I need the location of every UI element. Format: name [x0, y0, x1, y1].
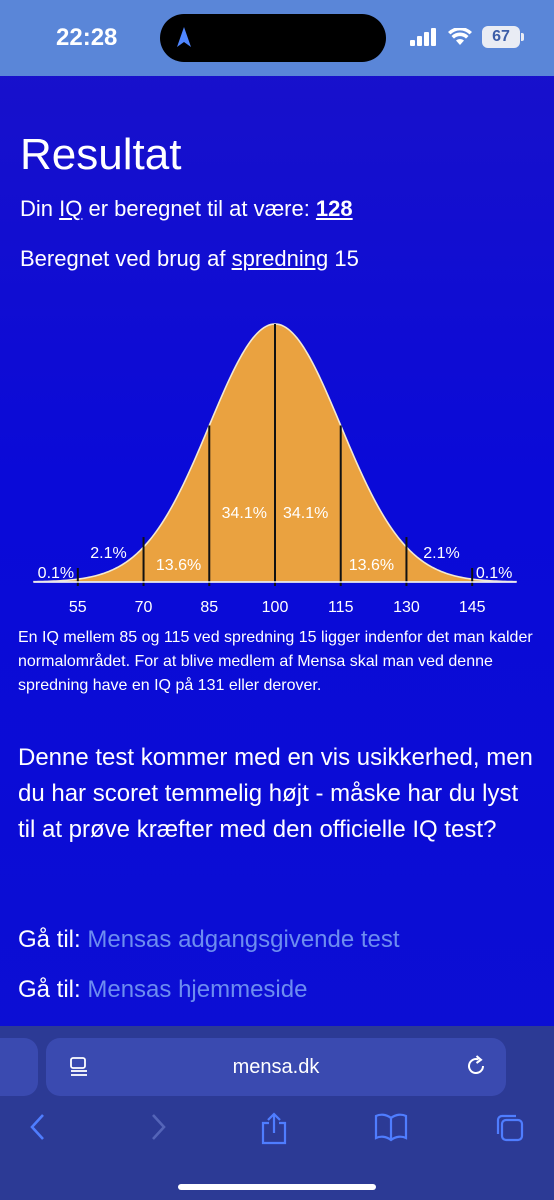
iq-prefix: Din	[20, 196, 60, 221]
mensa-home-link[interactable]: Mensas hjemmeside	[87, 976, 308, 1003]
x-tick-label: 70	[134, 599, 153, 616]
region-percent-label: 13.6%	[348, 557, 395, 574]
url-text: mensa.dk	[232, 1056, 320, 1078]
status-bar	[0, 0, 554, 76]
region-percent-label: 2.1%	[90, 545, 127, 562]
dynamic-island	[160, 14, 386, 62]
forward-chevron-icon[interactable]	[148, 1112, 168, 1142]
iq-middle: er beregnet til at være:	[82, 196, 316, 221]
iq-link[interactable]: IQ	[59, 196, 83, 221]
share-icon[interactable]	[260, 1112, 288, 1146]
spread-value: 15	[328, 246, 359, 271]
spread-link[interactable]: spredning	[231, 246, 329, 271]
explanation-text: En IQ mellem 85 og 115 ved spredning 15 ligger indenfor det man kalder normalområdet. For at blive medlem af Mensa skal man ved denne spredning have en IQ på 131 eller derover.	[18, 629, 533, 694]
x-tick-label: 130	[393, 599, 420, 616]
goto-test-row	[18, 926, 400, 954]
x-tick-label: 115	[327, 599, 354, 616]
status-icons	[410, 26, 520, 48]
page-title: Resultat	[20, 130, 182, 179]
address-bar[interactable]	[46, 1038, 506, 1096]
previous-tab[interactable]	[0, 1038, 38, 1096]
region-percent-label: 0.1%	[475, 565, 513, 582]
x-tick-label: 100	[261, 599, 289, 616]
uncertainty-text: Denne test kommer med en vis usikkerhed, men du har scoret temmelig højt - måske har du lyst til at prøve kræfter med den officielle IQ test?	[18, 744, 533, 843]
battery-indicator: 67	[482, 26, 520, 48]
region-percent-label: 2.1%	[423, 545, 460, 562]
region-percent-label: 13.6%	[155, 557, 202, 574]
browser-bar	[0, 1026, 554, 1200]
region-percent-label: 34.1%	[221, 505, 268, 522]
region-percent-label: 0.1%	[37, 565, 75, 582]
cellular-signal-icon	[410, 28, 438, 46]
status-time: 22:28	[56, 24, 118, 51]
x-tick-label: 145	[458, 599, 486, 616]
bookmarks-icon[interactable]	[374, 1112, 408, 1142]
iq-distribution-chart	[20, 318, 534, 620]
home-indicator	[178, 1184, 376, 1190]
x-tick-label: 55	[68, 599, 87, 616]
goto-home-row	[18, 976, 307, 1004]
back-chevron-icon[interactable]	[28, 1112, 48, 1142]
mensa-test-link[interactable]: Mensas adgangsgivende test	[87, 926, 400, 953]
reload-icon[interactable]	[464, 1054, 488, 1078]
tabs-icon[interactable]	[494, 1112, 526, 1144]
browser-toolbar	[0, 1112, 554, 1152]
iq-value[interactable]: 128	[315, 196, 353, 221]
spread-line	[20, 246, 359, 272]
spread-prefix: Beregnet ved brug af	[20, 246, 232, 271]
region-percent-label: 34.1%	[282, 505, 329, 522]
iq-result-line	[20, 196, 353, 222]
goto-prefix: Gå til:	[18, 926, 88, 953]
x-tick-label: 85	[200, 599, 219, 616]
wifi-icon	[448, 28, 472, 46]
location-arrow-icon	[176, 26, 192, 48]
goto-prefix: Gå til:	[18, 976, 88, 1003]
